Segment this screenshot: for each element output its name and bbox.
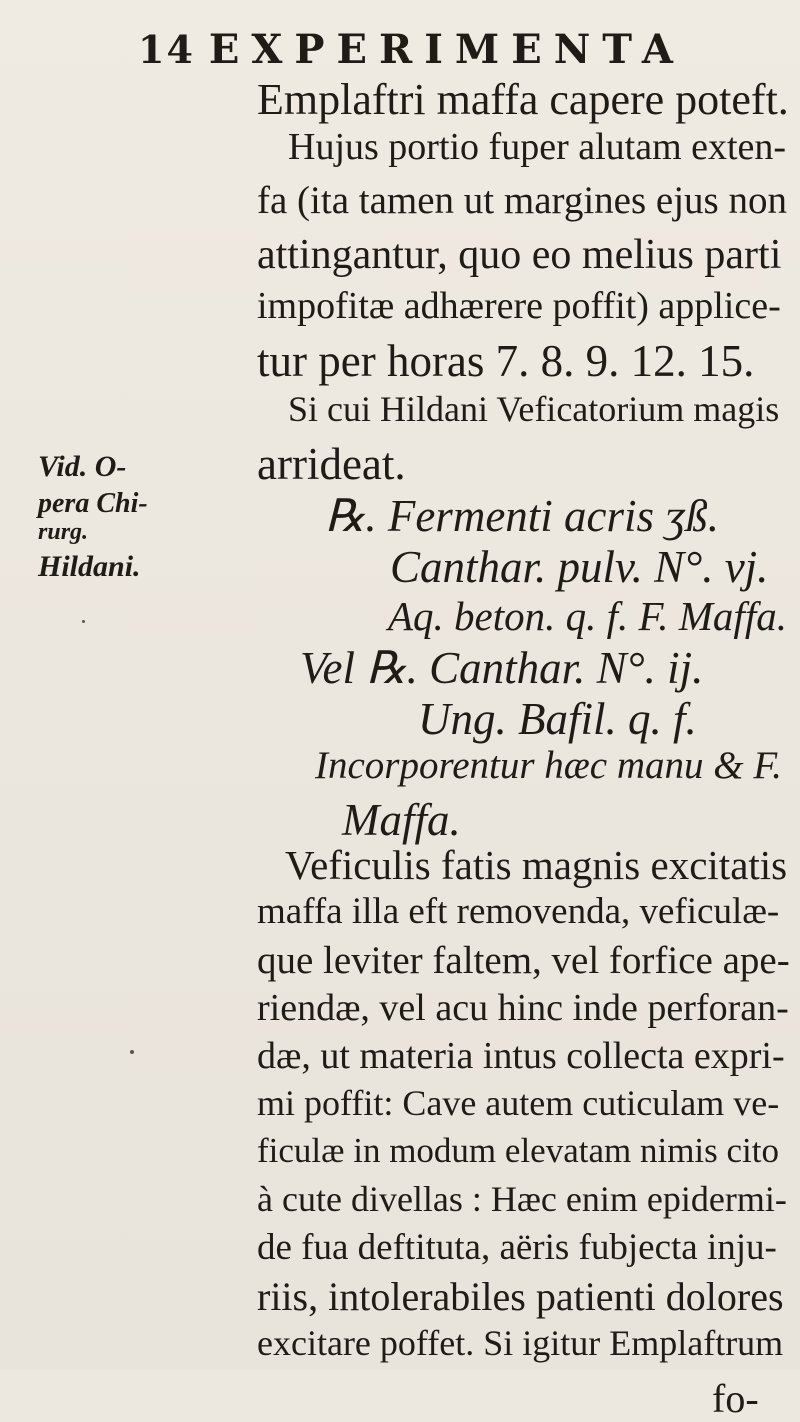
text-line: Hujus portio fuper alutam exten-: [288, 126, 787, 168]
text-line: ficulæ in modum elevatam nimis cito: [257, 1131, 779, 1170]
text-line: impofitæ adhærere poffit) applice-: [257, 285, 781, 327]
margin-note: pera Chi-: [38, 488, 148, 519]
margin-note: Hildani.: [38, 550, 141, 583]
text-line: que leviter faltem, vel forfice ape-: [257, 939, 790, 982]
margin-note: Vid. O-: [38, 450, 127, 483]
text-line: excitare poffet. Si igitur Emplaftrum: [257, 1323, 784, 1363]
text-line: mi poffit: Cave autem cuticulam ve-: [257, 1083, 780, 1123]
recipe-line: Ung. Bafil. q. f.: [418, 694, 697, 744]
recipe-line: Maffa.: [342, 795, 461, 845]
text-line: Si cui Hildani Veficatorium magis: [288, 389, 780, 429]
text-line: maffa illa eft removenda, veficulæ-: [257, 891, 780, 932]
catchword: fo-: [712, 1376, 759, 1421]
running-header: [138, 26, 685, 73]
text-line: arrideat.: [257, 439, 406, 489]
text-line: riis, intolerabiles patienti dolores: [257, 1274, 784, 1319]
text-line: Emplaftri maffa capere poteft.: [257, 75, 789, 124]
text-line: riendæ, vel acu hinc inde perforan-: [257, 987, 789, 1029]
margin-note: rurg.: [38, 519, 89, 545]
recipe-line: ℞. Fermenti acris ʒß.: [325, 491, 720, 541]
ink-speck: [82, 620, 85, 623]
recipe-line: Aq. beton. q. f. F. Maffa.: [388, 593, 787, 639]
ink-speck: [130, 1050, 134, 1054]
recipe-line: Canthar. pulv. N°. vj.: [390, 542, 769, 592]
text-line: dæ, ut materia intus collecta expri-: [257, 1035, 785, 1077]
recipe-line: Vel ℞. Canthar. N°. ij.: [300, 643, 704, 693]
text-line: fa (ita tamen ut margines ejus non: [257, 179, 787, 222]
recipe-line: Incorporentur hæc manu & F.: [315, 744, 782, 787]
text-line: de fua deftituta, aëris fubjecta inju-: [257, 1227, 777, 1268]
text-line: attingantur, quo eo melius parti: [257, 232, 782, 278]
text-line: tur per horas 7. 8. 9. 12. 15.: [257, 336, 755, 386]
text-line: à cute divellas : Hæc enim epidermi-: [257, 1179, 787, 1219]
running-title: EXPERIMENTA: [208, 26, 685, 73]
page-number: 14: [138, 27, 195, 72]
text-line: Veficulis fatis magnis excitatis: [285, 842, 788, 888]
